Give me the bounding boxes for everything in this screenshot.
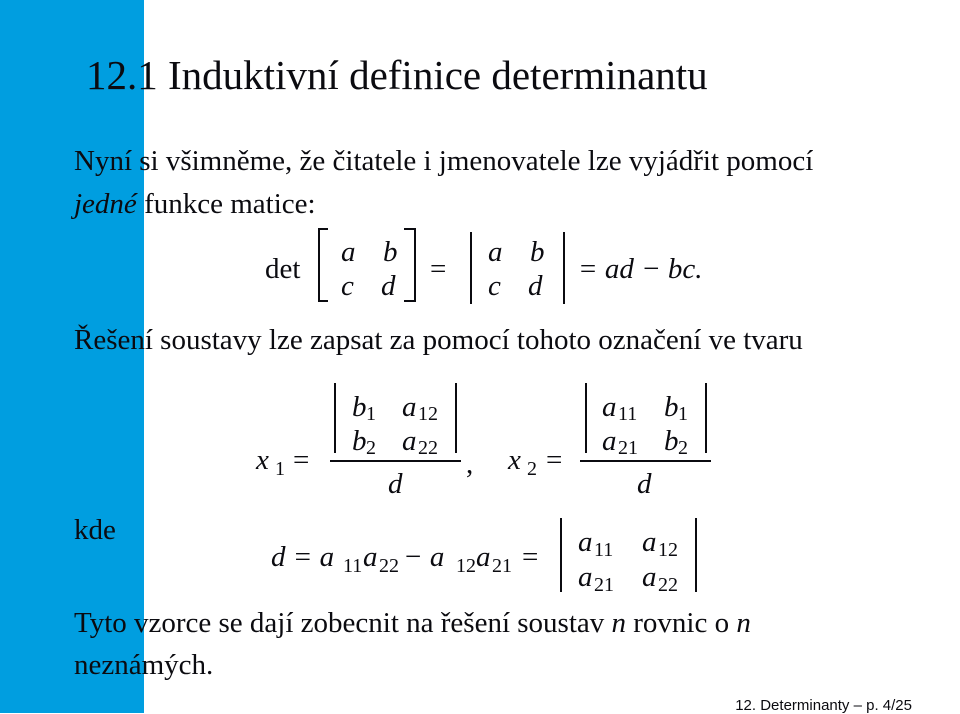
x1-b2-sub: 2 xyxy=(366,437,376,459)
def-m-a11-sub: 11 xyxy=(594,539,614,561)
det-bar-left xyxy=(470,232,472,304)
intro-line-2 xyxy=(74,190,316,219)
emphasis-jedne: jedné xyxy=(74,188,137,220)
closing-n-2: n xyxy=(736,607,751,639)
intro-line-2-rest: funkce matice: xyxy=(136,188,316,220)
intro-line-1: Nyní si všimněme, že čitatele i jmenovatele lze vyjádřit pomocí xyxy=(74,145,814,177)
def-sub-21: 21 xyxy=(492,555,512,577)
x2-subscript: 2 xyxy=(527,458,537,480)
closing-line-2: neznámých. xyxy=(74,649,214,681)
def-m-a21-sub: 21 xyxy=(594,574,614,596)
x1-b1-sub: 1 xyxy=(366,403,376,425)
def-m-a11: a xyxy=(578,526,593,558)
kde-label: kde xyxy=(74,514,116,546)
x1-a22-sub: 22 xyxy=(418,437,438,459)
x1-num-bar-left xyxy=(334,383,336,453)
det-operator: det xyxy=(265,253,301,285)
solution-text: Řešení soustavy lze zapsat za pomocí tohoto označení ve tvaru xyxy=(74,324,803,356)
x1-var: x xyxy=(256,444,269,476)
def-det-bar-right xyxy=(695,518,697,592)
x2-b2-sub: 2 xyxy=(678,437,688,459)
x2-a11-sub: 11 xyxy=(618,403,638,425)
det-c: c xyxy=(488,270,501,302)
det-bar-right xyxy=(563,232,565,304)
def-lhs: d = a xyxy=(271,541,335,573)
matrix-a: a xyxy=(341,236,356,268)
det-b: b xyxy=(530,236,545,268)
x2-a21: a xyxy=(602,425,617,457)
x1-equals: = xyxy=(293,444,310,476)
closing-n-1: n xyxy=(611,607,627,639)
x2-equals: = xyxy=(546,444,563,476)
slide-footer: 12. Determinanty – p. 4/25 xyxy=(735,697,912,714)
x1-num-bar-right xyxy=(455,383,457,453)
footer-section: 12. Determinanty xyxy=(735,697,850,714)
x2-a11: a xyxy=(602,391,617,423)
x2-var: x xyxy=(508,444,521,476)
closing-text-a: Tyto vzorce se dají zobecnit na řešení soustav xyxy=(74,607,612,639)
x1-a12: a xyxy=(402,391,417,423)
x1-b2: b xyxy=(352,425,367,457)
x1-denominator: d xyxy=(388,468,403,500)
x2-b1-sub: 1 xyxy=(678,403,688,425)
def-sub-11: 11 xyxy=(343,555,363,577)
footer-page: p. 4/25 xyxy=(866,697,912,714)
bracket-left-bottom xyxy=(318,300,328,302)
def-sub-12: 12 xyxy=(456,555,476,577)
matrix-c: c xyxy=(341,270,354,302)
det-a: a xyxy=(488,236,503,268)
x2-b2: b xyxy=(664,425,679,457)
x1-fraction-line xyxy=(330,460,461,462)
closing-text-b: rovnic o xyxy=(626,607,737,639)
x1-a22: a xyxy=(402,425,417,457)
def-sub-22: 22 xyxy=(379,555,399,577)
def-equals: = xyxy=(522,541,539,573)
x2-num-bar-left xyxy=(585,383,587,453)
x2-num-bar-right xyxy=(705,383,707,453)
bracket-left-top xyxy=(318,228,328,230)
bracket-right-top xyxy=(404,228,414,230)
def-a21: a xyxy=(476,541,491,573)
x1-a12-sub: 12 xyxy=(418,403,438,425)
cramer-comma: , xyxy=(466,448,474,480)
def-m-a12: a xyxy=(642,526,657,558)
def-det-bar-left xyxy=(560,518,562,592)
matrix-d: d xyxy=(381,270,396,302)
bracket-left xyxy=(318,228,320,302)
matrix-b: b xyxy=(383,236,398,268)
def-m-a12-sub: 12 xyxy=(658,539,678,561)
def-a22: a xyxy=(363,541,378,573)
x2-fraction-line xyxy=(580,460,711,462)
def-m-a22-sub: 22 xyxy=(658,574,678,596)
x2-denominator: d xyxy=(637,468,652,500)
slide-title: 12.1 Induktivní definice determinantu xyxy=(86,52,708,98)
x2-b1: b xyxy=(664,391,679,423)
det-d: d xyxy=(528,270,543,302)
det-expansion: = ad − bc. xyxy=(578,253,703,285)
def-m-a21: a xyxy=(578,561,593,593)
x1-b1: b xyxy=(352,391,367,423)
def-m-a22: a xyxy=(642,561,657,593)
equals-sign: = xyxy=(430,253,447,285)
bracket-right-bottom xyxy=(404,300,414,302)
def-minus: − a xyxy=(403,541,445,573)
x1-subscript: 1 xyxy=(275,458,285,480)
x2-a21-sub: 21 xyxy=(618,437,638,459)
closing-line-1 xyxy=(74,609,751,638)
bracket-right xyxy=(414,228,416,302)
